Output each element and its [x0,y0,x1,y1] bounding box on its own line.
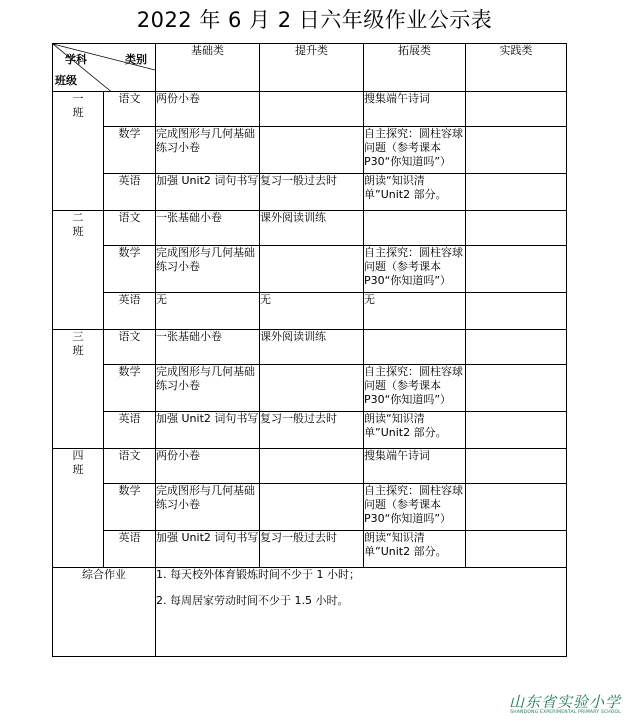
practice-cell [466,246,567,293]
subject-cell: 英语 [104,293,156,330]
homework-table [52,43,567,657]
subject-cell: 语文 [104,211,156,246]
subject-cell: 英语 [104,412,156,449]
school-logo-en: SHANDONG EXPERIMENTAL PRIMARY SCHOOL [510,710,621,715]
practice-cell [466,484,567,531]
table-row [53,531,567,568]
extended-cell [364,330,466,365]
header-row [53,44,567,92]
extended-cell: 自主探究：圆柱容球问题（参考课本P30“你知道吗”） [364,127,466,174]
summary-row [53,568,567,657]
col-header-advanced: 提升类 [260,44,364,92]
subject-cell: 数学 [104,246,156,293]
table-row [53,127,567,174]
class-name-top: 四 [72,449,84,462]
practice-cell [466,211,567,246]
basic-cell: 加强 Unit2 词句书写 [156,531,260,568]
basic-cell: 一张基础小卷 [156,330,260,365]
extended-cell: 朗读“知识清单”Unit2 部分。 [364,412,466,449]
table-row [53,330,567,365]
basic-cell: 完成图形与几何基础练习小卷 [156,127,260,174]
class-name-top: 一 [72,92,84,105]
extended-cell: 搜集端午诗词 [364,449,466,484]
table-row [53,412,567,449]
page-title: 2022 年 6 月 2 日六年级作业公示表 [136,8,493,32]
table-row [53,449,567,484]
subject-cell: 英语 [104,531,156,568]
basic-cell: 加强 Unit2 词句书写 [156,174,260,211]
advanced-cell [260,127,364,174]
table-row [53,246,567,293]
table-row [53,174,567,211]
subject-cell: 数学 [104,365,156,412]
basic-cell: 无 [156,293,260,330]
school-logo [509,694,621,716]
subject-cell: 语文 [104,92,156,127]
summary-item: 2. 每周居家劳动时间不少于 1.5 小时。 [156,594,349,607]
class-name-bottom: 班 [72,225,84,238]
table-row [53,211,567,246]
extended-cell: 自主探究：圆柱容球问题（参考课本P30“你知道吗”） [364,246,466,293]
basic-cell: 两份小卷 [156,449,260,484]
class-name-top: 三 [72,330,84,343]
extended-cell: 自主探究：圆柱容球问题（参考课本P30“你知道吗”） [364,484,466,531]
basic-cell: 两份小卷 [156,92,260,127]
extended-cell: 朗读“知识清单”Unit2 部分。 [364,531,466,568]
corner-class-label: 班级 [55,74,77,87]
summary-item: 1. 每天校外体育锻炼时间不少于 1 小时； [156,568,360,581]
corner-category-label: 类别 [125,53,147,66]
subject-cell: 数学 [104,484,156,531]
advanced-cell [260,246,364,293]
class-name-cell [53,211,104,330]
basic-cell: 完成图形与几何基础练习小卷 [156,365,260,412]
advanced-cell: 复习一般过去时 [260,531,364,568]
advanced-cell [260,365,364,412]
table-row [53,92,567,127]
practice-cell [466,127,567,174]
advanced-cell: 复习一般过去时 [260,412,364,449]
extended-cell [364,211,466,246]
basic-cell: 加强 Unit2 词句书写 [156,412,260,449]
extended-cell: 朗读“知识清单”Unit2 部分。 [364,174,466,211]
practice-cell [466,365,567,412]
extended-cell: 自主探究：圆柱容球问题（参考课本P30“你知道吗”） [364,365,466,412]
subject-cell: 数学 [104,127,156,174]
subject-cell: 语文 [104,449,156,484]
advanced-cell: 无 [260,293,364,330]
class-name-bottom: 班 [72,463,84,476]
col-header-basic: 基础类 [156,44,260,92]
col-header-extended: 拓展类 [364,44,466,92]
subject-cell: 语文 [104,330,156,365]
table-row [53,484,567,531]
corner-header-cell [53,44,156,92]
school-logo-cn: 山东省实验小学 [508,693,621,711]
class-name-cell [53,449,104,568]
basic-cell: 完成图形与几何基础练习小卷 [156,484,260,531]
practice-cell [466,412,567,449]
subject-cell: 英语 [104,174,156,211]
practice-cell [466,174,567,211]
col-header-practice: 实践类 [466,44,567,92]
class-name-cell [53,92,104,211]
advanced-cell: 复习一般过去时 [260,174,364,211]
class-name-bottom: 班 [72,106,84,119]
summary-content [156,568,567,657]
practice-cell [466,92,567,127]
class-name-bottom: 班 [72,344,84,357]
advanced-cell [260,484,364,531]
summary-label: 综合作业 [53,568,156,657]
basic-cell: 完成图形与几何基础练习小卷 [156,246,260,293]
corner-subject-label: 学科 [65,53,87,66]
advanced-cell: 课外阅读训练 [260,330,364,365]
basic-cell: 一张基础小卷 [156,211,260,246]
extended-cell: 搜集端午诗词 [364,92,466,127]
table-row [53,293,567,330]
practice-cell [466,449,567,484]
class-name-top: 二 [72,211,84,224]
advanced-cell: 课外阅读训练 [260,211,364,246]
advanced-cell [260,92,364,127]
practice-cell [466,330,567,365]
extended-cell: 无 [364,293,466,330]
practice-cell [466,293,567,330]
practice-cell [466,531,567,568]
class-name-cell [53,330,104,449]
table-row [53,365,567,412]
advanced-cell [260,449,364,484]
